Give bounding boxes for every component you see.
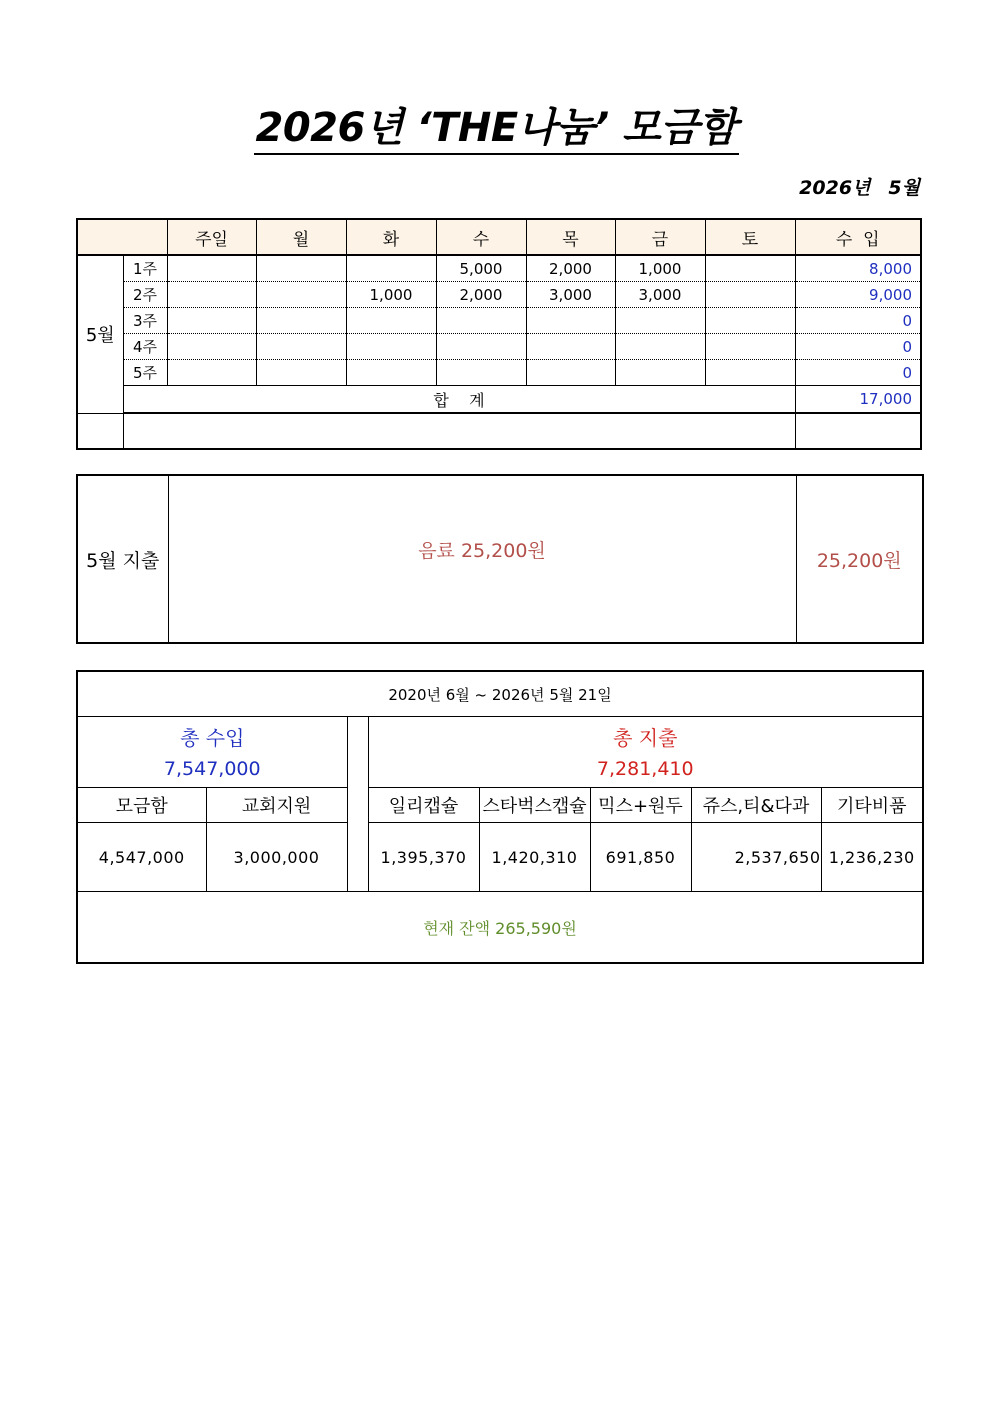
day-cell <box>436 360 526 386</box>
expense-amount: 25,200원 <box>796 475 923 643</box>
expense-category-value: 1,420,310 <box>479 823 590 892</box>
header-wed: 수 <box>436 219 526 255</box>
month-label: 5월 <box>77 255 123 413</box>
day-cell <box>526 308 615 334</box>
expense-category-label: 믹스+원두 <box>590 788 691 823</box>
week-total: 8,000 <box>795 255 921 282</box>
day-cell <box>346 334 436 360</box>
header-tue: 화 <box>346 219 436 255</box>
day-cell <box>705 255 795 282</box>
day-cell <box>346 360 436 386</box>
day-cell <box>346 308 436 334</box>
week-total: 9,000 <box>795 282 921 308</box>
header-fri: 금 <box>615 219 705 255</box>
day-cell <box>436 308 526 334</box>
week-total: 0 <box>795 360 921 386</box>
report-month: 5월 <box>888 177 920 199</box>
expense-category-value: 2,537,650 <box>691 823 821 892</box>
day-cell: 1,000 <box>615 255 705 282</box>
note-cell <box>123 413 795 449</box>
day-cell <box>705 334 795 360</box>
header-mon: 월 <box>256 219 346 255</box>
sum-total: 17,000 <box>795 386 921 414</box>
week-total: 0 <box>795 308 921 334</box>
total-expense-value: 7,281,410 <box>368 751 923 788</box>
week-label: 2주 <box>123 282 167 308</box>
day-cell: 1,000 <box>346 282 436 308</box>
expense-label: 5월 지출 <box>77 475 168 643</box>
header-thu: 목 <box>526 219 615 255</box>
header-corner <box>77 219 167 255</box>
income-category-value: 3,000,000 <box>206 823 347 892</box>
week-label: 1주 <box>123 255 167 282</box>
day-cell <box>705 308 795 334</box>
table-row <box>77 255 921 282</box>
sum-row <box>77 386 921 414</box>
day-cell <box>256 282 346 308</box>
day-cell: 5,000 <box>436 255 526 282</box>
header-sun: 주일 <box>167 219 256 255</box>
table-row <box>77 308 921 334</box>
expense-category-value: 1,395,370 <box>368 823 479 892</box>
week-label: 3주 <box>123 308 167 334</box>
table-row <box>77 282 921 308</box>
week-total: 0 <box>795 334 921 360</box>
expense-category-label: 기타비품 <box>821 788 923 823</box>
header-income: 수 입 <box>795 219 921 255</box>
day-cell <box>256 308 346 334</box>
week-label: 4주 <box>123 334 167 360</box>
day-cell <box>615 334 705 360</box>
day-cell <box>705 282 795 308</box>
summary-period: 2020년 6월 ~ 2026년 5월 21일 <box>77 671 923 717</box>
day-cell <box>346 255 436 282</box>
report-year: 2026년 <box>799 177 871 199</box>
day-cell: 2,000 <box>436 282 526 308</box>
page-title-wrap <box>0 96 992 153</box>
day-cell <box>167 334 256 360</box>
day-cell <box>615 360 705 386</box>
day-cell <box>167 360 256 386</box>
expense-category-label: 스타벅스캡슐 <box>479 788 590 823</box>
income-category-label: 교회지원 <box>206 788 347 823</box>
day-cell <box>256 334 346 360</box>
day-cell: 2,000 <box>526 255 615 282</box>
day-cell <box>167 255 256 282</box>
total-expense-label: 총 지출 <box>368 717 923 752</box>
day-cell <box>526 334 615 360</box>
note-cell <box>795 413 921 449</box>
current-balance: 현재 잔액 265,590원 <box>77 892 923 964</box>
day-cell <box>167 308 256 334</box>
note-cell <box>77 413 123 449</box>
day-cell <box>526 360 615 386</box>
day-cell <box>256 255 346 282</box>
expense-category-value: 1,236,230 <box>821 823 923 892</box>
day-cell: 3,000 <box>615 282 705 308</box>
day-cell <box>167 282 256 308</box>
column-gap <box>347 717 368 892</box>
note-row <box>77 413 921 449</box>
total-income-value: 7,547,000 <box>77 751 347 788</box>
summary-table <box>76 670 924 964</box>
sum-label: 합 계 <box>123 386 795 414</box>
weekly-income-table <box>76 218 922 450</box>
expense-category-label: 쥬스,티&다과 <box>691 788 821 823</box>
expense-items: 음료 25,200원 <box>168 475 796 643</box>
report-date <box>799 173 920 200</box>
monthly-expense-table <box>76 474 924 644</box>
income-category-value: 4,547,000 <box>77 823 206 892</box>
day-cell <box>615 308 705 334</box>
table-row <box>77 360 921 386</box>
day-cell <box>436 334 526 360</box>
table-header-row <box>77 219 921 255</box>
day-cell <box>705 360 795 386</box>
day-cell: 3,000 <box>526 282 615 308</box>
total-income-label: 총 수입 <box>77 717 347 752</box>
day-cell <box>256 360 346 386</box>
expense-category-label: 일리캡슐 <box>368 788 479 823</box>
income-category-label: 모금함 <box>77 788 206 823</box>
page-title: 2026년 ‘THE나눔’ 모금함 <box>254 105 739 155</box>
expense-category-value: 691,850 <box>590 823 691 892</box>
table-row <box>77 334 921 360</box>
header-sat: 토 <box>705 219 795 255</box>
week-label: 5주 <box>123 360 167 386</box>
